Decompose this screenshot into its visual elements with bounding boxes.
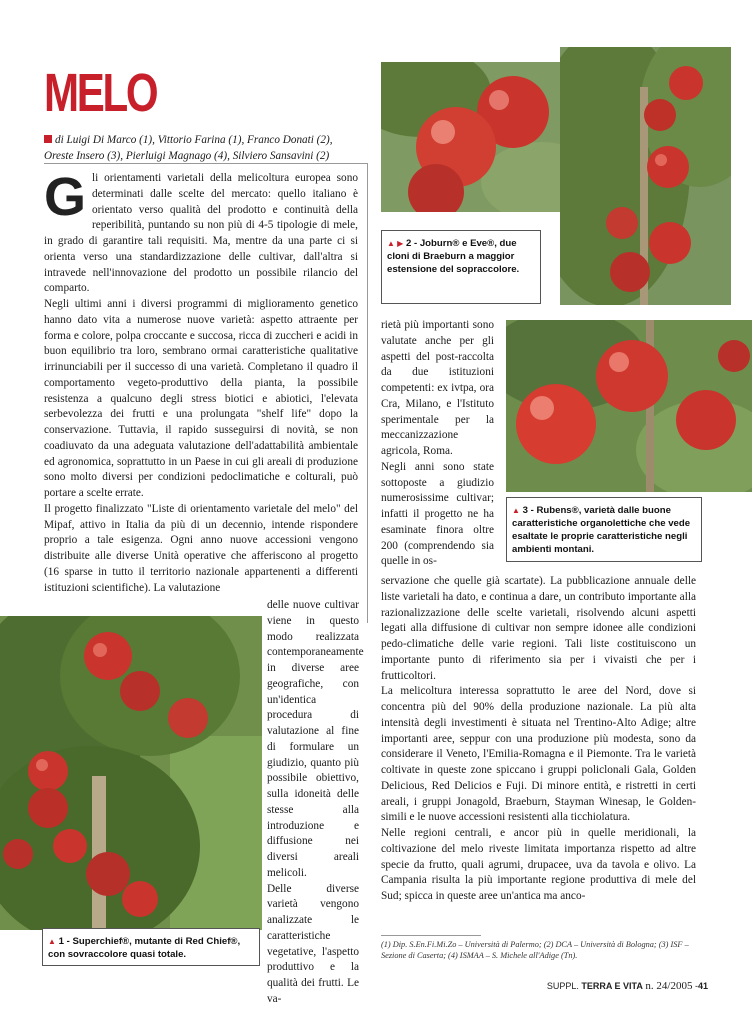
title-rule [44,163,368,164]
caption-photo-1: ▲ 1 - Superchief®, mutante di Red Chief®, con sovraccolore quasi totale. [42,928,260,966]
caption-photo-2: ▲ ▶ 2 - Joburn® e Eve®, due cloni di Braeburn a maggior estensione del sopraccolore. [381,230,541,304]
caption-photo-3: ▲ 3 - Rubens®, varietà dalle buone caratteristiche organolettiche che vede esaltate le proprie caratteristiche negli ambienti montani. [506,497,702,562]
narrow-column-left [267,598,364,1008]
main-column-top [44,167,358,596]
footer-separator: - [694,981,698,991]
drop-cap: G [44,167,87,227]
footnote-rule [381,935,481,936]
photo-rubens [506,320,752,492]
caption-arrow-icon: ▲ ▶ [387,239,404,248]
paragraph-project: Il progetto finalizzato "Liste di orientamento varietale del melo" del Mipaf, attivo in Italia da più di un decennio, intende rispondere proprio a tale esigenza. Ogni anno nuove accessioni vengono distribuite alle diverse Unità operative che afferiscono al progetto (16 sparse in tutto il territorio nazionale appartenenti a differenti istituzioni scientifiche). La valutazione [44,502,358,594]
article-title: MELO [44,63,157,123]
column-rule [367,163,368,623]
footer-magazine: TERRA E VITA [581,981,643,991]
paragraph-postharvest: rietà più importanti sono valutate anche per gli aspetti del post-raccolta da due istituzioni competenti: ex ivtpa, ora Cra, Milano, e l'Istituto sperimentale per la meccanizzazione agricola, Roma. [381,319,494,457]
paragraph-lists: servazione che quelle già scartate). La pubblicazione annuale delle liste varietali ha dato, e continua a dare, un contributo importante alla razionalizzazione delle scelte varietali, risolvendo alcuni aspetti legati alla diffusione di cultivar non sempre idonee alle condizioni pedo-climatiche delle varie regioni. Tali liste costituiscono un importante punto di riferimento sia per i vivaisti che per i frutticoltori. [381,575,696,682]
page-number: 41 [697,981,708,991]
paragraph-south: Nelle regioni centrali, e ancor più in quelle meridionali, la coltivazione del melo riveste limitata importanza rispetto ad altre specie da frutto, quali agrumi, drupacee, uva da tavola e olivo. La Campania risulta la più importante regione produttiva di mele del Sud; spicca in queste aree un'antica ma anco- [381,827,696,902]
middle-column [381,318,494,570]
photo-eve [560,47,731,305]
paragraph-intro: li orientamenti varietali della melicoltura europea sono determinati dalle scelte del mercato: quello italiano è orientato verso qualità del prodotto e continuità della reperibilità, puntando su non più di 4-5 tipologie di mele, in grado di garantire tali requisiti. Ma, mentre da una parte ci si orienta verso una standardizzazione delle cultivar, dall'altra si intravede nell'innovazione del prodotto un possibile rilancio del comparto. [44,172,358,295]
square-bullet-icon [44,135,52,143]
paragraph-cultivars: Negli anni sono state sottoposte a giudizio numerosissime cultivar; infatti il progetto ne ha esaminate finora oltre 200 (comprendendo sia quelle in os- [381,460,494,568]
photo-joburn [381,62,575,212]
page-footer [538,980,708,992]
footer-issue: n. 24/2005 [645,980,693,992]
right-column [381,574,696,905]
caption-arrow-icon: ▲ [48,937,56,946]
article-authors: di Luigi Di Marco (1), Vittorio Farina (1), Franco Donati (2), Oreste Insero (3), Pierluigi Magnago (4), Silviero Sansavini (2) [44,134,333,162]
paragraph-breeding: Negli ultimi anni i diversi programmi di miglioramento genetico hanno dato vita a numerose nuove varietà: aspetto attraente per forma e colore, polpa croccante e succosa, ricca di zuccheri e acidi in buon equilibrio tra loro, sembrano ormai caratteristiche qualitative irrinunciabili per il successo di una varietà. Completano il quadro il comportamento vegeto-produttivo della pianta, la possibile resistenza a qualcuno degli stress biotici e abiotici, l'elevata serbevolezza dei frutti e una prolungata "shelf life" dopo la conservazione. Tuttavia, il rapido susseguirsi di novità, se non coadiuvato da una adeguata valutazione dell'adattabilità ambientale ed agronomica, soprattutto in un Paese in cui gli areali di produzione sono molto diversi per condizioni pedoclimatiche e colturali, può portare a scelte errate. [44,298,358,499]
photo-superchief [0,616,262,930]
caption-arrow-icon: ▲ [512,506,520,515]
footer-suppl: SUPPL. [546,981,579,991]
paragraph-evaluation: delle nuove cultivar viene in questo modo realizzata contemporaneamente in diverse aree geografiche, con un'identica procedura di valutazione al fine di formulare un giudizio, quanto più possibile obiettivo, sulla idoneità delle stesse alla introduzione e diffusione nei diversi areali melicoli. [267,599,364,879]
footnote: (1) Dip. S.En.Fi.Mi.Zo – Università di Palermo; (2) DCA – Università di Bologna; (3) ISF – Sezione di Caserta; (4) ISMAA – S. Michele all'Adige (Tn). [381,940,689,960]
paragraph-varieties: Delle diverse varietà vengono analizzate le caratteristiche vegetative, l'aspetto produttivo e la qualità dei frutti. Le va- [267,882,359,1005]
paragraph-north: La melicoltura interessa soprattutto le aree del Nord, dove si concentra più del 90% della produzione nazionale. La più alta intensità degli investimenti è situata nel Trentino-Alto Adige; altre importanti aree, seppur con una produzione più modesta, sono da considerare il Veneto, l'Emilia-Romagna e il Piemonte. Tra le varietà coltivate in queste zone spiccano i gruppi policlonali Gala, Golden Delicious, Red Delicios e Fuji. Di minore entità, e ristretti in certi areali, i gruppi Jonagold, Braeburn, Stayman Winesap, le Golden-simili e le nuove accessioni resistenti alla ticchiolatura. [381,685,696,824]
